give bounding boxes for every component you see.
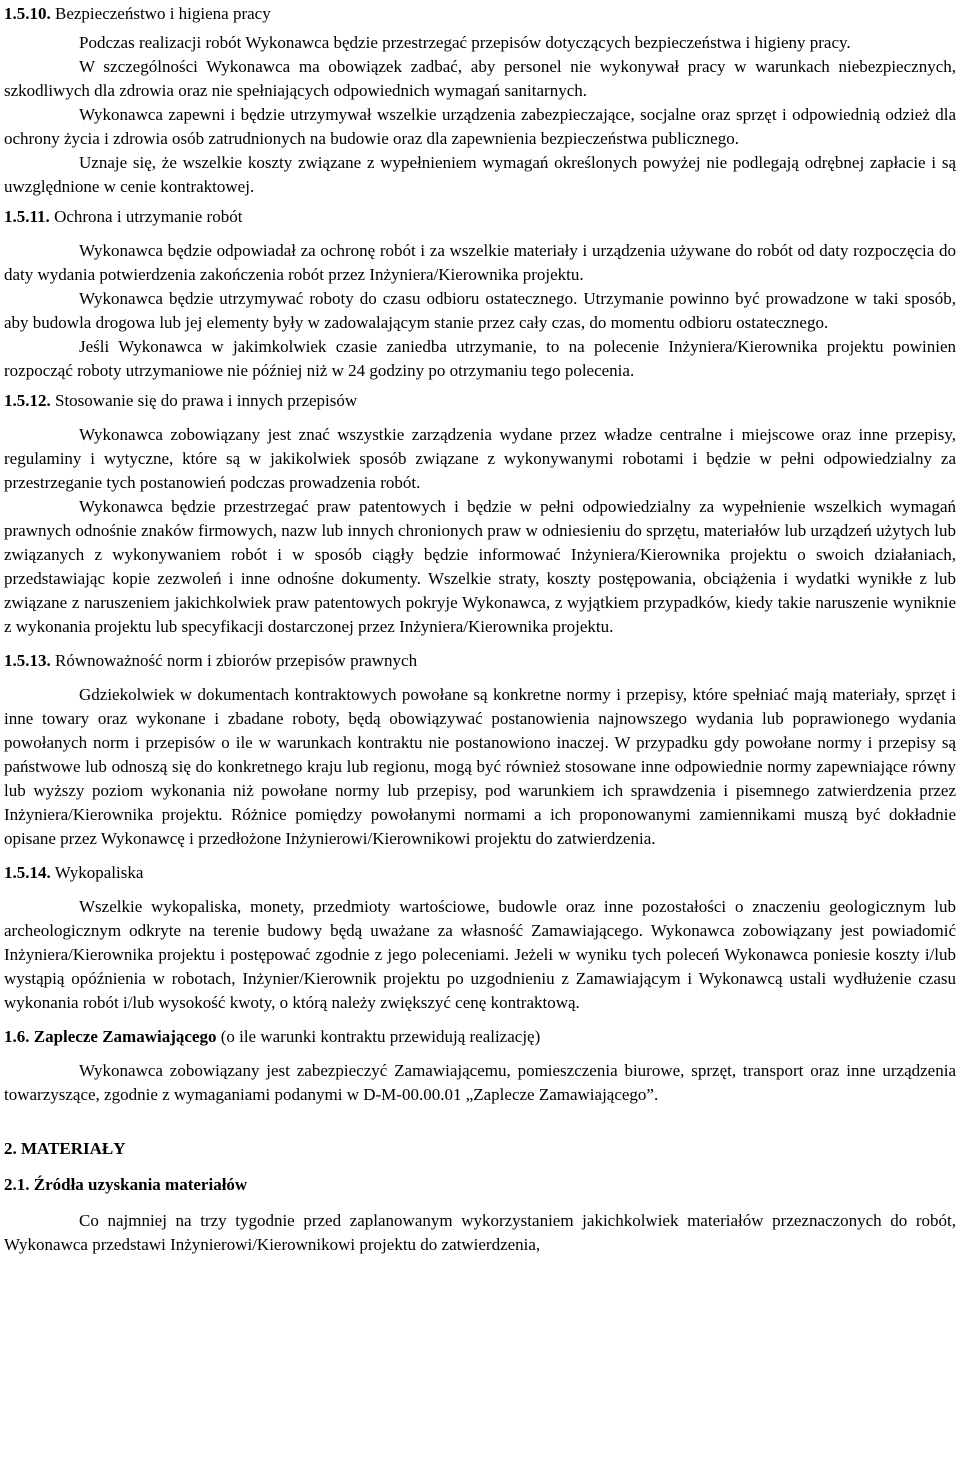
paragraph: Podczas realizacji robót Wykonawca będzie przestrzegać przepisów dotyczących bezpieczeństwa i higieny pracy. <box>79 33 851 52</box>
section-number: 1.5.14. <box>4 863 51 882</box>
paragraph: Wykonawca zapewni i będzie utrzymywał wszelkie urządzenia zabezpieczające, socjalne oraz sprzęt i odpowiednią odzież dla ochrony życia i zdrowia osób zatrudnionych na budowie oraz dla zapewnienia bezpieczeństwa publicznego. <box>4 105 956 148</box>
paragraph: Wykonawca będzie odpowiadał za ochronę robót i za wszelkie materiały i urządzenia używane do robót od daty rozpoczęcia do daty wydania potwierdzenia zakończenia robót przez Inżyniera/Kierownika projektu. <box>4 241 956 284</box>
section-title: Ochrona i utrzymanie robót <box>54 207 243 226</box>
section-number: 1.5.11. <box>4 207 50 226</box>
section-number: 1.6. <box>4 1027 30 1046</box>
section-title: Stosowanie się do prawa i innych przepisów <box>55 391 358 410</box>
section-number: 1.5.10. <box>4 4 51 23</box>
section-heading-1-5-10 <box>4 2 956 26</box>
section-heading-1-5-14 <box>4 861 956 885</box>
paragraph: Jeśli Wykonawca w jakimkolwiek czasie zaniedba utrzymanie, to na polecenie Inżyniera/Kierownika projektu powinien rozpocząć roboty utrzymaniowe nie później niż w 24 godziny po otrzymaniu tego polecenia. <box>4 337 956 380</box>
section-title: Wykopaliska <box>54 863 144 882</box>
paragraph: Wykonawca będzie utrzymywać roboty do czasu odbioru ostatecznego. Utrzymanie powinno być prowadzone w taki sposób, aby budowla drogowa lub jej elementy były w zadowalającym stanie przez cały czas, do momentu odbioru ostatecznego. <box>4 289 956 332</box>
chapter-heading-2: 2. MATERIAŁY <box>4 1139 126 1158</box>
paragraph: Wykonawca zobowiązany jest zabezpieczyć Zamawiającemu, pomieszczenia biurowe, sprzęt, transport oraz inne urządzenia towarzyszące, zgodnie z wymaganiami podanymi w D-M-00.00.01 „Zaplecze Zamawiającego”. <box>4 1061 956 1104</box>
section-heading-1-5-13 <box>4 649 956 673</box>
document-page <box>0 2 960 1257</box>
section-title: Równoważność norm i zbiorów przepisów prawnych <box>55 651 418 670</box>
paragraph: Wykonawca będzie przestrzegać praw patentowych i będzie w pełni odpowiedzialny za wypełnienie wszelkich wymagań prawnych odnośnie znaków firmowych, nazw lub innych chronionych praw w odniesieniu do sprzętu, materiałów lub urządzeń użytych lub związanych z wykonywaniem robót i w sposób ciągły będzie informować Inżyniera/Kierownika projektu o swoich działaniach, przedstawiając kopie zezwoleń i inne odnośne dokumenty. Wszelkie straty, koszty postępowania, obciążenia i wydatki wynikłe z lub związane z naruszeniem jakichkolwiek praw patentowych pokryje Wykonawca, z wyjątkiem przypadków, kiedy takie naruszenie wyniknie z wykonania projektu lub specyfikacji dostarczonej przez Inżyniera/Kierownika projektu. <box>4 497 956 636</box>
section-heading-2-1: 2.1. Źródła uzyskania materiałów <box>4 1175 248 1194</box>
section-title: Zaplecze Zamawiającego <box>33 1027 217 1046</box>
section-number: 1.5.12. <box>4 391 51 410</box>
paragraph: Co najmniej na trzy tygodnie przed zaplanowanym wykorzystaniem jakichkolwiek materiałów przeznaczonych do robót, Wykonawca przedstawi Inżynierowi/Kierownikowi projektu do zatwierdzenia, <box>4 1211 956 1254</box>
section-title: Bezpieczeństwo i higiena pracy <box>55 4 271 23</box>
section-note: (o ile warunki kontraktu przewidują realizację) <box>220 1027 541 1046</box>
paragraph: W szczególności Wykonawca ma obowiązek zadbać, aby personel nie wykonywał pracy w warunkach niebezpiecznych, szkodliwych dla zdrowia oraz nie spełniających odpowiednich wymagań sanitarnych. <box>4 57 956 100</box>
paragraph: Wykonawca zobowiązany jest znać wszystkie zarządzenia wydane przez władze centralne i miejscowe oraz inne przepisy, regulaminy i wytyczne, które są w jakikolwiek sposób związane z wykonywanymi robotami i będzie w pełni odpowiedzialny za przestrzeganie tych postanowień podczas prowadzenia robót. <box>4 425 956 492</box>
paragraph: Wszelkie wykopaliska, monety, przedmioty wartościowe, budowle oraz inne pozostałości o znaczeniu geologicznym lub archeologicznym odkryte na terenie budowy będą uważane za własność Zamawiającego. Wykonawca zobowiązany jest powiadomić Inżyniera/Kierownika projektu i postępować zgodnie z jego poleceniami. Jeżeli w wyniku tych poleceń Wykonawca poniesie koszty i/lub wystąpią opóźnienia w robotach, Inżynier/Kierownik projektu po uzgodnieniu z Zamawiającym i Wykonawcą ustali wydłużenie czasu wykonania robót i/lub wysokość kwoty, o którą należy zwiększyć cenę kontraktową. <box>4 897 956 1012</box>
paragraph: Gdziekolwiek w dokumentach kontraktowych powołane są konkretne normy i przepisy, które spełniać mają materiały, sprzęt i inne towary oraz wykonane i zbadane roboty, będą obowiązywać postanowienia najnowszego wydania lub poprawionego wydania powołanych norm i przepisów o ile w warunkach kontraktu nie postanowiono inaczej. W przypadku gdy powołane normy i przepisy są państwowe lub odnoszą się do konkretnego kraju lub regionu, mogą być również stosowane inne odpowiednie normy zapewniające równy lub wyższy poziom wykonania niż powołane normy lub przepisy, pod warunkiem ich sprawdzenia i pisemnego zatwierdzenia przez Inżyniera/Kierownika projektu. Różnice pomiędzy powołanymi normami a ich proponowanymi zamiennikami muszą być dokładnie opisane przez Wykonawcę i przedłożone Inżynierowi/Kierownikowi projektu do zatwierdzenia. <box>4 685 956 848</box>
section-heading-1-5-11 <box>4 205 956 229</box>
section-heading-1-5-12 <box>4 389 956 413</box>
section-heading-1-6 <box>4 1025 956 1049</box>
paragraph: Uznaje się, że wszelkie koszty związane z wypełnieniem wymagań określonych powyżej nie podlegają odrębnej zapłacie i są uwzględnione w cenie kontraktowej. <box>4 153 956 196</box>
section-number: 1.5.13. <box>4 651 51 670</box>
